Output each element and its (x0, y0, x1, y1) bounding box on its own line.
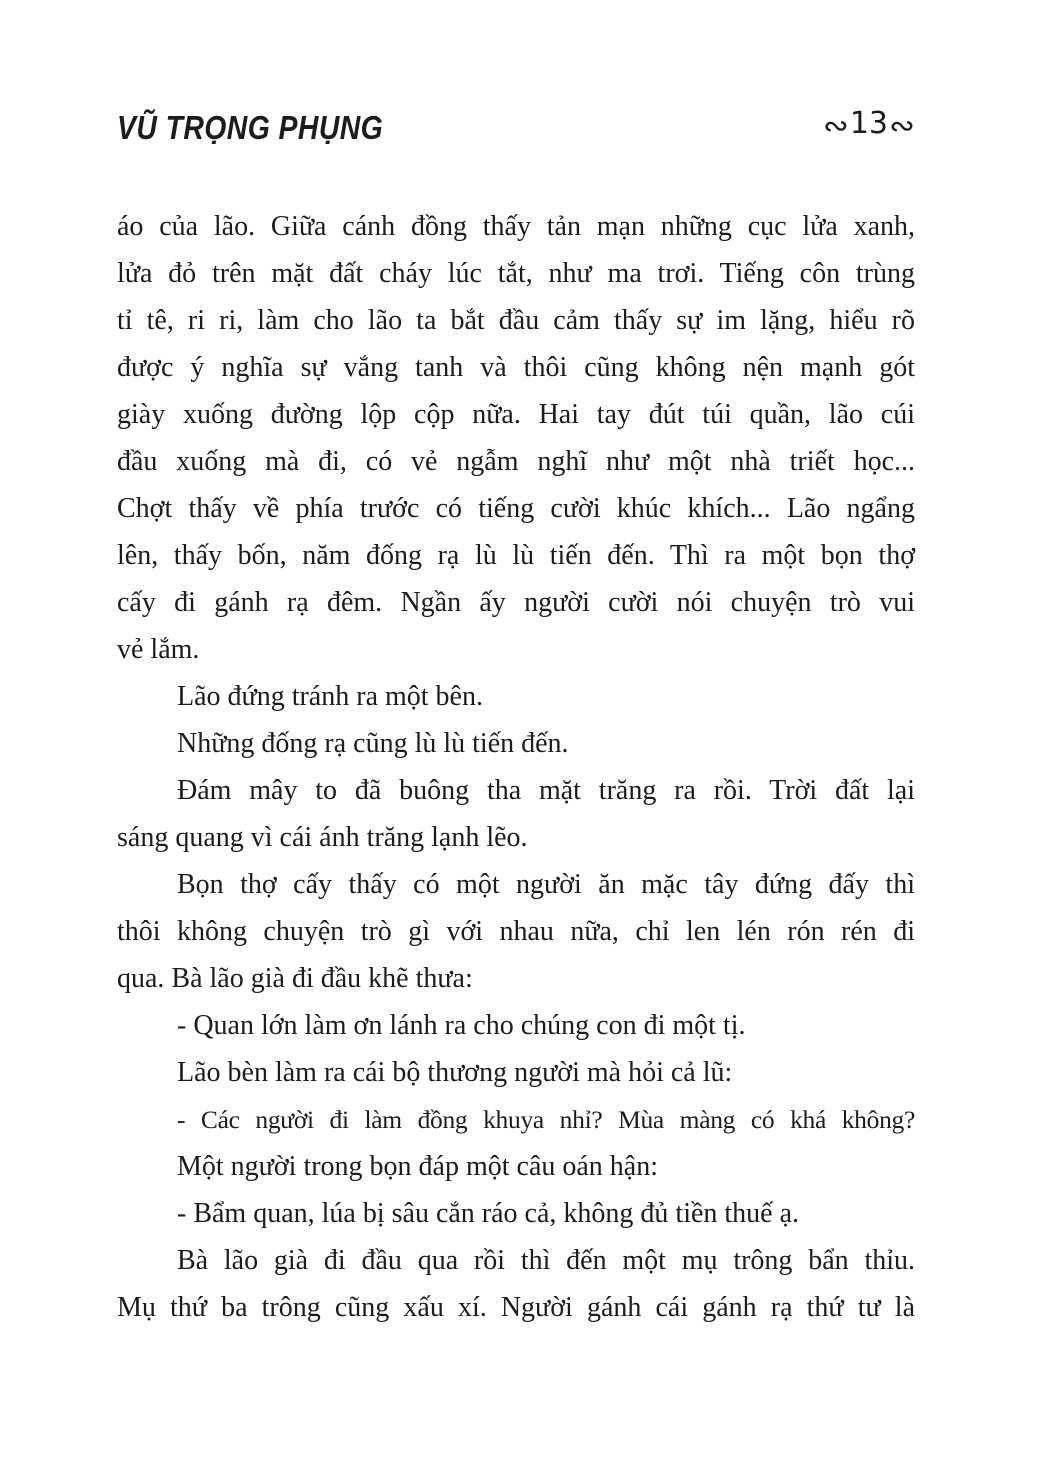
text-line: Bọn thợ cấy thấy có một người ăn mặc tây đứng đấy thì (177, 869, 915, 900)
text-line: Mụ thứ ba trông cũng xấu xí. Người gánh cái gánh rạ thứ tư là (117, 1292, 915, 1323)
text-line: Lão đứng tránh ra một bên. (177, 681, 483, 712)
text-line: giày xuống đường lộp cộp nữa. Hai tay đút túi quần, lão cúi (117, 399, 915, 430)
text-line: lên, thấy bốn, năm đống rạ lù lù tiến đến. Thì ra một bọn thợ (117, 540, 915, 571)
text-line: lửa đỏ trên mặt đất cháy lúc tắt, như ma trơi. Tiếng côn trùng (117, 258, 915, 289)
text-line: - Các người đi làm đồng khuya nhỉ? Mùa màng có khá không? (177, 1105, 915, 1134)
text-line: sáng quang vì cái ánh trăng lạnh lẽo. (117, 822, 528, 853)
text-line: được ý nghĩa sự vắng tanh và thôi cũng không nện mạnh gót (117, 352, 915, 383)
text-line: vẻ lắm. (117, 634, 200, 665)
swash-ornament-right-icon: ∾ (889, 108, 915, 144)
swash-ornament-left-icon: ∾ (822, 108, 849, 144)
text-line: Lão bèn làm ra cái bộ thương người mà hỏi cả lũ: (177, 1057, 733, 1088)
text-line: Chợt thấy về phía trước có tiếng cười khúc khích... Lão ngẩng (117, 493, 915, 524)
author-name: VŨ TRỌNG PHỤNG (117, 109, 384, 146)
body-text-block (117, 203, 915, 1331)
text-line: áo của lão. Giữa cánh đồng thấy tản mạn những cục lửa xanh, (117, 211, 915, 242)
text-line: cấy đi gánh rạ đêm. Ngần ấy người cười nói chuyện trò vui (117, 587, 915, 618)
text-line: tỉ tê, ri ri, làm cho lão ta bắt đầu cảm thấy sự im lặng, hiểu rõ (117, 305, 915, 336)
text-line: thôi không chuyện trò gì với nhau nữa, chỉ len lén rón rén đi (117, 916, 915, 947)
text-line: đầu xuống mà đi, có vẻ ngẫm nghĩ như một nhà triết học... (117, 446, 915, 477)
text-line: Bà lão già đi đầu qua rồi thì đến một mụ trông bẩn thỉu. (177, 1245, 915, 1276)
text-line: - Quan lớn làm ơn lánh ra cho chúng con đi một tị. (177, 1010, 746, 1041)
text-line: qua. Bà lão già đi đầu khẽ thưa: (117, 963, 473, 994)
page-number-value: 13 (849, 105, 889, 141)
text-line: Những đống rạ cũng lù lù tiến đến. (177, 728, 569, 759)
text-line: - Bẩm quan, lúa bị sâu cắn ráo cả, không đủ tiền thuế ạ. (177, 1198, 800, 1229)
text-line: Một người trong bọn đáp một câu oán hận: (177, 1151, 659, 1182)
text-line: Đám mây to đã buông tha mặt trăng ra rồi. Trời đất lại (177, 775, 915, 806)
page-number (822, 105, 915, 144)
page-header (117, 105, 915, 146)
